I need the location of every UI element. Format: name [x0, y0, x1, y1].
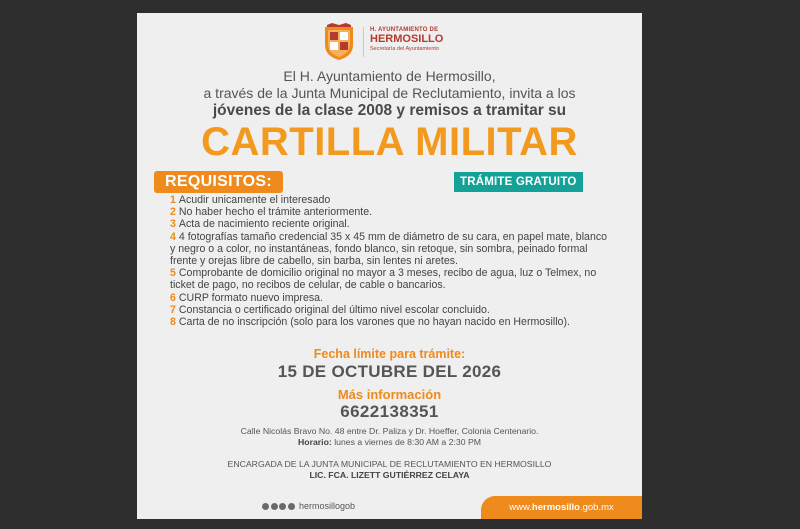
list-item [170, 206, 615, 218]
encargada-name: LIC. FCA. LIZETT GUTIÉRREZ CELAYA [309, 470, 470, 480]
item-text: Comprobante de domicilio original no mayor a 3 meses, recibo de agua, luz o Telmex, no ticket de pago, no recibos de celular, de cable o bancarios. [170, 267, 597, 292]
org-line-1: H. AYUNTAMIENTO DE [370, 27, 439, 33]
instagram-icon[interactable] [279, 503, 286, 510]
item-number: 5 [170, 267, 176, 280]
list-item [170, 316, 615, 328]
intro-line-3: jóvenes de la clase 2008 y remisos a tramitar su [212, 102, 567, 119]
tramite-gratuito-badge: TRÁMITE GRATUITO [454, 172, 583, 192]
page-title: CARTILLA MILITAR [201, 120, 578, 164]
list-item [170, 194, 615, 206]
item-number: 1 [170, 194, 176, 206]
item-text: Acta de nacimiento reciente original. [178, 218, 350, 231]
item-number: 4 [170, 230, 176, 243]
address: Calle Nicolás Bravo No. 48 entre Dr. Paliza y Dr. Hoeffer, Colonia Centenario. [240, 426, 539, 436]
poster [137, 13, 642, 519]
list-item [170, 267, 615, 291]
header [137, 21, 642, 65]
phone-number: 6622138351 [340, 402, 439, 421]
facebook-icon[interactable] [262, 503, 269, 510]
intro-line-2: a través de la Junta Municipal de Reclutamiento, invita a los [203, 85, 576, 101]
web-prefix: www. [509, 502, 532, 513]
list-item [170, 292, 615, 304]
item-text: Acudir unicamente el interesado [178, 194, 331, 206]
encargada-block [137, 459, 642, 481]
fecha-limite-value: 15 DE OCTUBRE DEL 2026 [277, 362, 502, 381]
requisitos-label: REQUISITOS: [154, 171, 283, 193]
horario-label: Horario: [297, 437, 332, 447]
organization-name [370, 27, 443, 53]
municipal-shield-icon [322, 23, 356, 61]
item-text: Constancia o certificado original del último nivel escolar concluido. [178, 303, 490, 316]
youtube-icon[interactable] [288, 503, 295, 510]
social-handle: hermosillogob [299, 501, 356, 511]
item-number: 6 [170, 291, 176, 304]
web-suffix: .gob.mx [579, 502, 614, 513]
horario-line [137, 437, 642, 448]
social-links [262, 501, 355, 511]
item-number: 2 [170, 206, 176, 219]
mas-informacion-label: Más información [337, 387, 442, 402]
item-text: 4 fotografías tamaño credencial 35 x 45 mm de diámetro de su cara, en papel mate, blanco y negro o a color, no instantáneas, fondo blanco, sin retoque, sin sombra, peinado formal frente y orejas libre de cabello, sin barba, sin lentes ni aretes. [170, 230, 608, 268]
list-item [170, 231, 615, 268]
org-line-3: Secretaría del Ayuntamiento [370, 46, 439, 52]
item-text: No haber hecho el trámite anteriormente. [178, 206, 373, 219]
address-block [137, 426, 642, 448]
encargada-line-1: ENCARGADA DE LA JUNTA MUNICIPAL DE RECLUTAMIENTO EN HERMOSILLO [227, 459, 552, 469]
intro-text [137, 68, 642, 119]
list-item [170, 304, 615, 316]
org-line-2: HERMOSILLO [370, 33, 444, 45]
list-item [170, 218, 615, 230]
item-text: Carta de no inscripción (solo para los varones que no hayan nacido en Hermosillo). [178, 316, 570, 329]
item-text: CURP formato nuevo impresa. [178, 291, 323, 304]
web-domain: hermosillo [531, 502, 580, 513]
intro-line-1: El H. Ayuntamiento de Hermosillo, [283, 68, 496, 84]
item-number: 8 [170, 316, 176, 329]
website-link[interactable] [481, 496, 642, 519]
requisitos-list [170, 194, 615, 328]
horario-value: lunes a viernes de 8:30 AM a 2:30 PM [334, 437, 482, 447]
item-number: 3 [170, 218, 176, 231]
item-number: 7 [170, 303, 176, 316]
fecha-limite-label: Fecha límite para trámite: [313, 347, 466, 361]
header-divider [363, 27, 364, 57]
x-icon[interactable] [271, 503, 278, 510]
